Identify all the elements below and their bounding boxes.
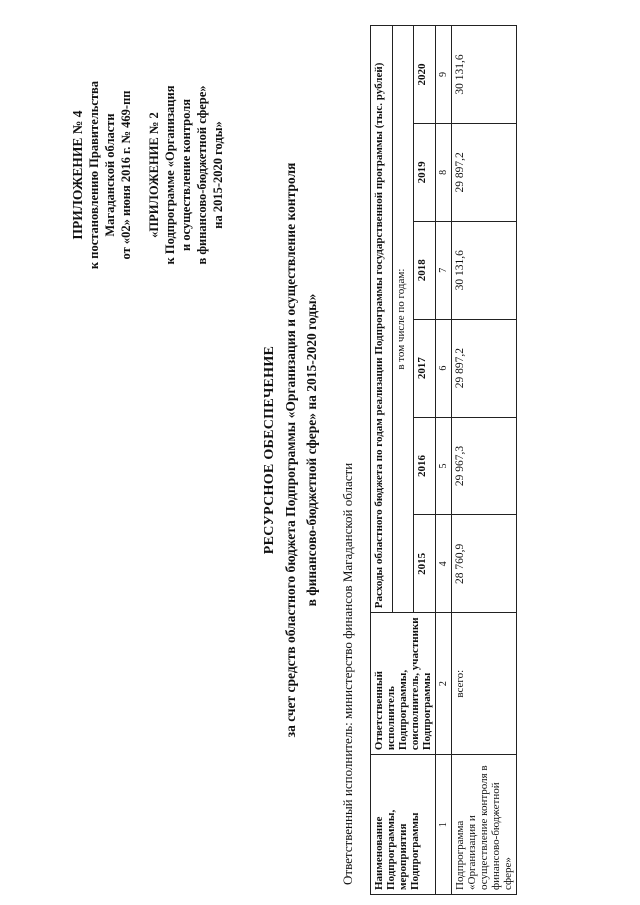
column-header-executor: Ответственный исполнитель Подпрограммы, соисполнитель, участники Подпрограммы — [371, 613, 436, 755]
sub-appendix-line: в финансово-бюджетной сфере» — [195, 85, 209, 265]
value-cell: 29 897,2 — [452, 123, 517, 221]
title-line: в финансово-бюджетной сфере» на 2015-2020 годы» — [304, 293, 319, 607]
responsible-executor: Ответственный исполнитель: министерство финансов Магаданской области — [340, 462, 355, 885]
value-cell: 30 131,6 — [452, 221, 517, 319]
appendix-number: ПРИЛОЖЕНИЕ № 4 — [70, 110, 85, 240]
year-header: 2018 — [414, 221, 436, 319]
subprogram-name: Подпрограмма «Организация и осуществление контроля в финансово-бюджетной сфере» — [452, 755, 517, 895]
table-row — [452, 26, 517, 895]
column-number: 1 — [436, 755, 452, 895]
year-header: 2020 — [414, 26, 436, 124]
table-header-row — [371, 26, 393, 895]
year-header: 2017 — [414, 319, 436, 417]
value-cell: 30 131,6 — [452, 26, 517, 124]
appendix-line: Магаданской области — [103, 113, 117, 237]
column-header-expenses: Расходы областного бюджета по годам реализации Подпрограммы государственной программы (тыс. рублей) — [371, 26, 393, 613]
column-number: 2 — [436, 613, 452, 755]
column-number: 4 — [436, 515, 452, 613]
column-number: 9 — [436, 26, 452, 124]
resource-table — [370, 25, 517, 895]
appendix-block — [70, 40, 226, 310]
sub-appendix-line: и осуществление контроля — [179, 99, 193, 251]
year-header: 2015 — [414, 515, 436, 613]
title-line: за счет средств областного бюджета Подпрограммы «Организация и осуществление контроля — [283, 162, 298, 738]
column-number: 7 — [436, 221, 452, 319]
sub-appendix-line: «ПРИЛОЖЕНИЕ № 2 — [147, 112, 161, 238]
column-number: 5 — [436, 417, 452, 515]
sub-appendix-line: на 2015-2020 годы» — [211, 121, 225, 229]
sub-appendix-line: к Подпрограмме «Организация — [163, 85, 177, 265]
year-header: 2019 — [414, 123, 436, 221]
column-number: 6 — [436, 319, 452, 417]
by-years-label: в том числе по годам: — [392, 26, 414, 613]
row-executor: всего: — [452, 613, 517, 755]
document-title — [262, 55, 320, 845]
column-number-row — [436, 26, 452, 895]
column-number: 8 — [436, 123, 452, 221]
title-heading: РЕСУРСНОЕ ОБЕСПЕЧЕНИЕ — [262, 345, 277, 555]
value-cell: 29 967,3 — [452, 417, 517, 515]
column-header-name: Наименование Подпрограммы, мероприятия Подпрограммы — [371, 755, 436, 895]
appendix-line: от «02» июня 2016 г. № 469-пп — [119, 90, 133, 260]
value-cell: 29 897,2 — [452, 319, 517, 417]
appendix-line: к постановлению Правительства — [87, 80, 101, 270]
value-cell: 28 760,9 — [452, 515, 517, 613]
year-header: 2016 — [414, 417, 436, 515]
